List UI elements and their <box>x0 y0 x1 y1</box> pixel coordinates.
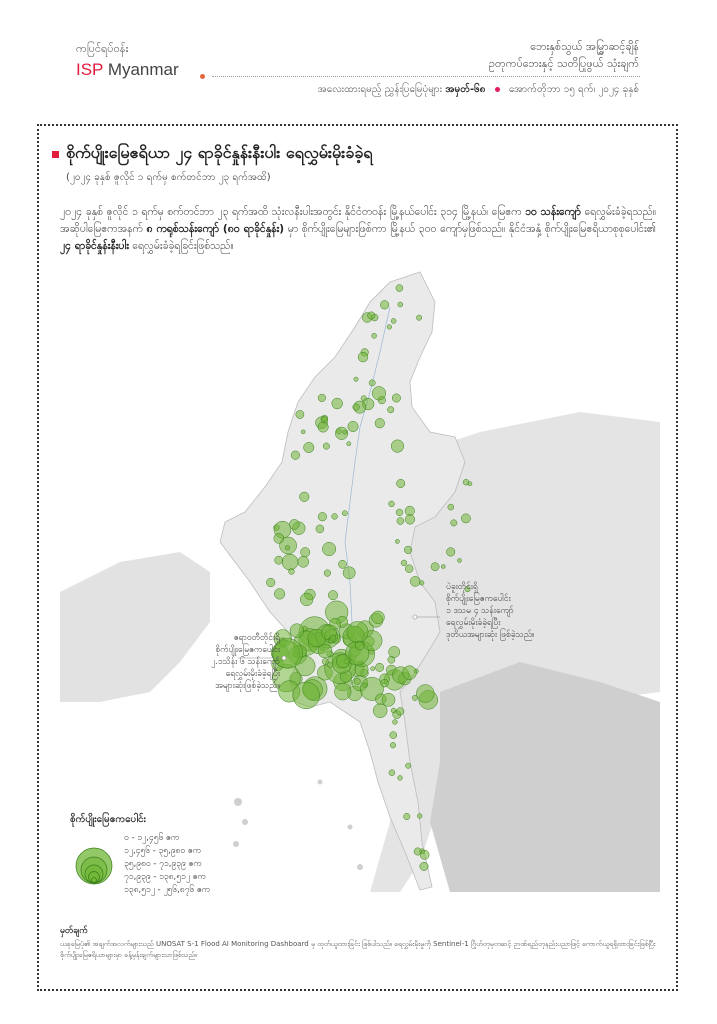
flood-bubble <box>410 576 420 586</box>
flood-bubble <box>372 333 377 338</box>
flood-bubble <box>420 862 428 870</box>
flood-bubble <box>348 421 358 431</box>
flood-bubble <box>390 742 396 748</box>
flood-bubble <box>458 559 462 563</box>
flood-bubble <box>347 442 351 446</box>
flood-bubble <box>369 380 375 386</box>
flood-bubble <box>291 451 300 460</box>
brand-dot-icon <box>200 74 205 79</box>
flood-bubble <box>318 512 327 521</box>
title-marker-icon <box>52 151 59 158</box>
flood-bubble <box>414 848 421 855</box>
flood-bubble <box>448 504 454 510</box>
flood-bubble <box>274 589 285 600</box>
flood-bubble <box>389 501 395 507</box>
flood-bubble <box>398 776 403 781</box>
flood-map <box>60 262 660 892</box>
series-prefix: အလေးထားရမည့် ညွှန်းပြမြေပုံများ <box>317 84 443 95</box>
flood-bubble <box>266 578 275 587</box>
flood-bubble <box>397 518 404 525</box>
flood-bubble <box>446 548 455 557</box>
flood-bubble <box>380 301 389 310</box>
callout-bago: ပဲခူးတိုင်းရှိ စိုက်ပျိုးမြေဧကပေါင်း ၁ ဒသမ ၄ သန်းကျော် ရေလွှမ်းမိုးခံခဲ့ရပြီး ဒုတိယအများဆုံး ဖြစ်ခဲ့သည်။ <box>446 582 535 640</box>
flood-bubble <box>318 644 332 658</box>
flood-bubble <box>301 548 310 557</box>
series-number: အမှတ်-၆၈ <box>445 84 486 95</box>
brand-isp: ISP <box>76 60 104 79</box>
separator-dot-icon <box>495 87 500 92</box>
legend-item: ၀ - ၁၂,၄၅၆ ဧက <box>124 833 180 843</box>
flood-bubble <box>336 655 349 668</box>
legend-item: ၇၁,၉၃၉ - ၁၃၈,၅၁၂ ဧက <box>124 872 206 882</box>
flood-bubble <box>296 410 304 418</box>
flood-bubble <box>332 398 343 409</box>
callout-left-dot <box>282 656 286 660</box>
intro-bold-3: ၂၄ ရာခိုင်နှုန်းနီးပါး <box>60 240 129 252</box>
flood-bubble <box>318 394 326 402</box>
flood-bubble <box>398 302 403 307</box>
flood-bubble <box>372 611 385 624</box>
legend-item: ၁၂,၄၅၆ - ၃၅,၉၈၀ ဧက <box>124 846 201 856</box>
flood-bubble <box>316 525 324 533</box>
brand-tagline: ကပြင်ရပ်ဝန်း <box>76 42 129 55</box>
flood-bubble <box>293 682 320 709</box>
legend-items <box>124 832 210 897</box>
flood-bubble <box>461 514 470 523</box>
flood-bubble <box>354 678 360 684</box>
flood-bubble <box>275 556 283 564</box>
flood-bubble <box>304 442 314 452</box>
intro-text-1: ၂၀၂၄ ခုနှစ် ဇူလိုင် ၁ ရက်မှ စက်တင်ဘာ ၂၃ ရက်အထိ သုံးလနီးပါးအတွင်း နိုင်ငံတဝန်း မြို့နယ်ပေါင်း ၃၁၄ မြို့နယ်၊ မြေဧက <box>60 206 522 218</box>
brand-myanmar: Myanmar <box>103 60 179 79</box>
intro-bold-1: ၁၀ သန်းကျော် <box>525 206 581 218</box>
flood-bubble <box>300 593 313 606</box>
flood-bubble <box>343 430 347 434</box>
flood-bubble <box>300 492 310 502</box>
legend-item: ၃၅,၉၈၀ - ၇၁,၉၃၉ ဧက <box>124 859 202 869</box>
flood-bubble <box>372 387 386 401</box>
islands <box>233 780 363 871</box>
flood-bubble <box>332 514 338 520</box>
series-date: အောက်တိုဘာ ၁၅ ရက်၊ ၂၀၂၄ ခုနှစ် <box>508 84 639 95</box>
neighbor-highland <box>430 662 660 892</box>
callout-ayeyarwady: ဧရာဝတီတိုင်းရှိ စိုက်ပျိုးမြေဧကပေါင်း ၂.၁သိန်း ၆ သန်းကျော် ရေလွှမ်းမိုးခံခဲ့ရပြီး အများဆုံးဖြစ်ခဲ့သည်။ <box>210 633 280 691</box>
flood-bubble <box>375 663 383 671</box>
flood-bubble <box>393 720 398 725</box>
header-line-2: ဥတုကပ်ဘေးနှင့် သတိပြုဖွယ် သုံးချက် <box>488 57 639 70</box>
flood-bubble <box>396 285 403 292</box>
flood-bubble <box>368 312 375 319</box>
legend-circles-icon <box>66 832 122 888</box>
flood-bubble <box>395 539 399 543</box>
flood-bubble <box>387 325 392 330</box>
flood-bubble <box>330 618 341 629</box>
intro-text-4: ရေလွှမ်းခံခဲ့ရခြင်းဖြစ်သည်။ <box>132 240 234 252</box>
header-series-title <box>489 38 639 72</box>
series-info <box>318 82 639 97</box>
flood-bubble <box>405 506 415 516</box>
flood-bubble <box>285 545 290 550</box>
flood-bubble <box>406 763 411 768</box>
flood-bubble <box>405 515 415 525</box>
flood-bubble <box>353 404 360 411</box>
flood-bubble <box>373 704 387 718</box>
flood-bubble <box>381 679 389 687</box>
flood-bubble <box>324 570 331 577</box>
flood-bubble <box>363 683 367 687</box>
flood-bubble <box>342 511 347 516</box>
flood-bubble <box>416 685 434 703</box>
flood-bubble <box>405 565 413 573</box>
flood-bubble <box>391 708 396 713</box>
page-subtitle: (၂၀၂၄ ခုနှစ် ဇူလိုင် ၁ ရက်မှ စက်တင်ဘာ ၂၃ ရက်အထိ) <box>66 172 271 183</box>
flood-bubble <box>404 546 412 554</box>
flood-bubble <box>375 418 385 428</box>
callout-right-dot <box>413 615 417 619</box>
flood-bubble <box>388 407 394 413</box>
flood-bubble <box>328 662 333 667</box>
flood-bubble <box>347 622 368 643</box>
legend-title: စိုက်ပျိုးမြေဧကပေါင်း <box>70 814 147 825</box>
flood-bubble <box>397 479 405 487</box>
flood-bubble <box>328 591 337 600</box>
flood-bubble <box>321 416 328 423</box>
notes-label: မှတ်ချက် <box>60 926 88 936</box>
page-title: စိုက်ပျိုးမြေဧရိယာ ၂၄ ရာခိုင်နှုန်းနီးပါး ရေလွှမ်းမိုးခံခဲ့ရ <box>66 143 373 162</box>
flood-bubble <box>431 563 439 571</box>
flood-bubble <box>389 770 395 776</box>
flood-bubble <box>451 520 457 526</box>
intro-bold-2: ၈ ကရုစ်သန်းကျော် (၈၀ ရာခိုင်နှုန်း) <box>146 223 285 235</box>
flood-bubble <box>416 315 421 320</box>
flood-bubble <box>441 565 445 569</box>
flood-bubble <box>358 352 368 362</box>
notes-text: ယခုမြေပုံ၏ အချက်အလက်များသည် UNOSAT S-1 Flood AI Monitoring Dashboard မှ ထုတ်ယူထားခြင်း ဖြစ်ပါသည်။ ရေလွှမ်းမိုးမှုကို Sentinel-1 ဂြိုဟ်တုမှတဆင့် ဉာဏ်ရည်တုနည်းပညာဖြင့် ကောက်ယူရရှိထားခြင်းဖြစ်ပြီး စိုက်ပျိုးမြေဧရိယာများမှာ ခန့်မှန်းချက်များသာဖြစ်သည်။ <box>60 940 656 959</box>
header-divider <box>212 76 640 77</box>
intro-text-2: ရေလွှမ်းခံခဲ့ရသည်။ အဆိုပါမြေဧကအနက် <box>60 206 656 235</box>
flood-bubble <box>298 556 309 567</box>
flood-bubble <box>354 377 358 381</box>
flood-bubble <box>390 732 397 739</box>
flood-bubble <box>289 569 295 575</box>
flood-bubble <box>330 635 336 641</box>
flood-bubble <box>323 443 329 449</box>
brand-name <box>76 60 179 80</box>
flood-bubble <box>322 659 328 665</box>
flood-bubble <box>389 646 400 657</box>
flood-bubble <box>396 509 403 516</box>
header-line-1: ဘေးနှစ်သွယ် အမြွှာဆင့်ချိန် <box>530 40 639 53</box>
flood-bubble <box>391 440 404 453</box>
intro-paragraph <box>60 204 656 255</box>
flood-bubble <box>401 560 407 566</box>
flood-bubble <box>392 394 400 402</box>
flood-bubble <box>301 430 305 434</box>
flood-bubble <box>343 567 355 579</box>
flood-bubble <box>371 667 375 671</box>
flood-bubble <box>391 319 396 324</box>
flood-bubble <box>335 683 352 700</box>
flood-bubble <box>338 560 346 568</box>
intro-text-3: မှာ စိုက်ပျိုးမြေများဖြစ်ကာ မြို့နယ် ၃၀၀ ကျော်မှဖြစ်သည်။ နိုင်ငံအနှံ့ စိုက်ပျိုးမြေဧရိယာစုစုပေါင်း၏ <box>287 223 656 235</box>
flood-bubble <box>282 554 298 570</box>
flood-bubble <box>417 814 422 819</box>
flood-bubble <box>396 708 404 716</box>
flood-bubble <box>274 533 284 543</box>
flood-bubble <box>403 666 417 680</box>
flood-bubble <box>290 624 304 638</box>
flood-bubble <box>404 813 410 819</box>
legend-item: ၁၃၈,၅၁၂ - ၂၅၆,၈၇၆ ဧက <box>124 885 210 895</box>
flood-bubble <box>322 542 335 555</box>
flood-bubble <box>382 693 395 706</box>
brand-logo <box>76 42 179 80</box>
flood-bubble <box>463 479 469 485</box>
flood-bubble <box>355 641 364 650</box>
flood-bubble <box>318 422 328 432</box>
